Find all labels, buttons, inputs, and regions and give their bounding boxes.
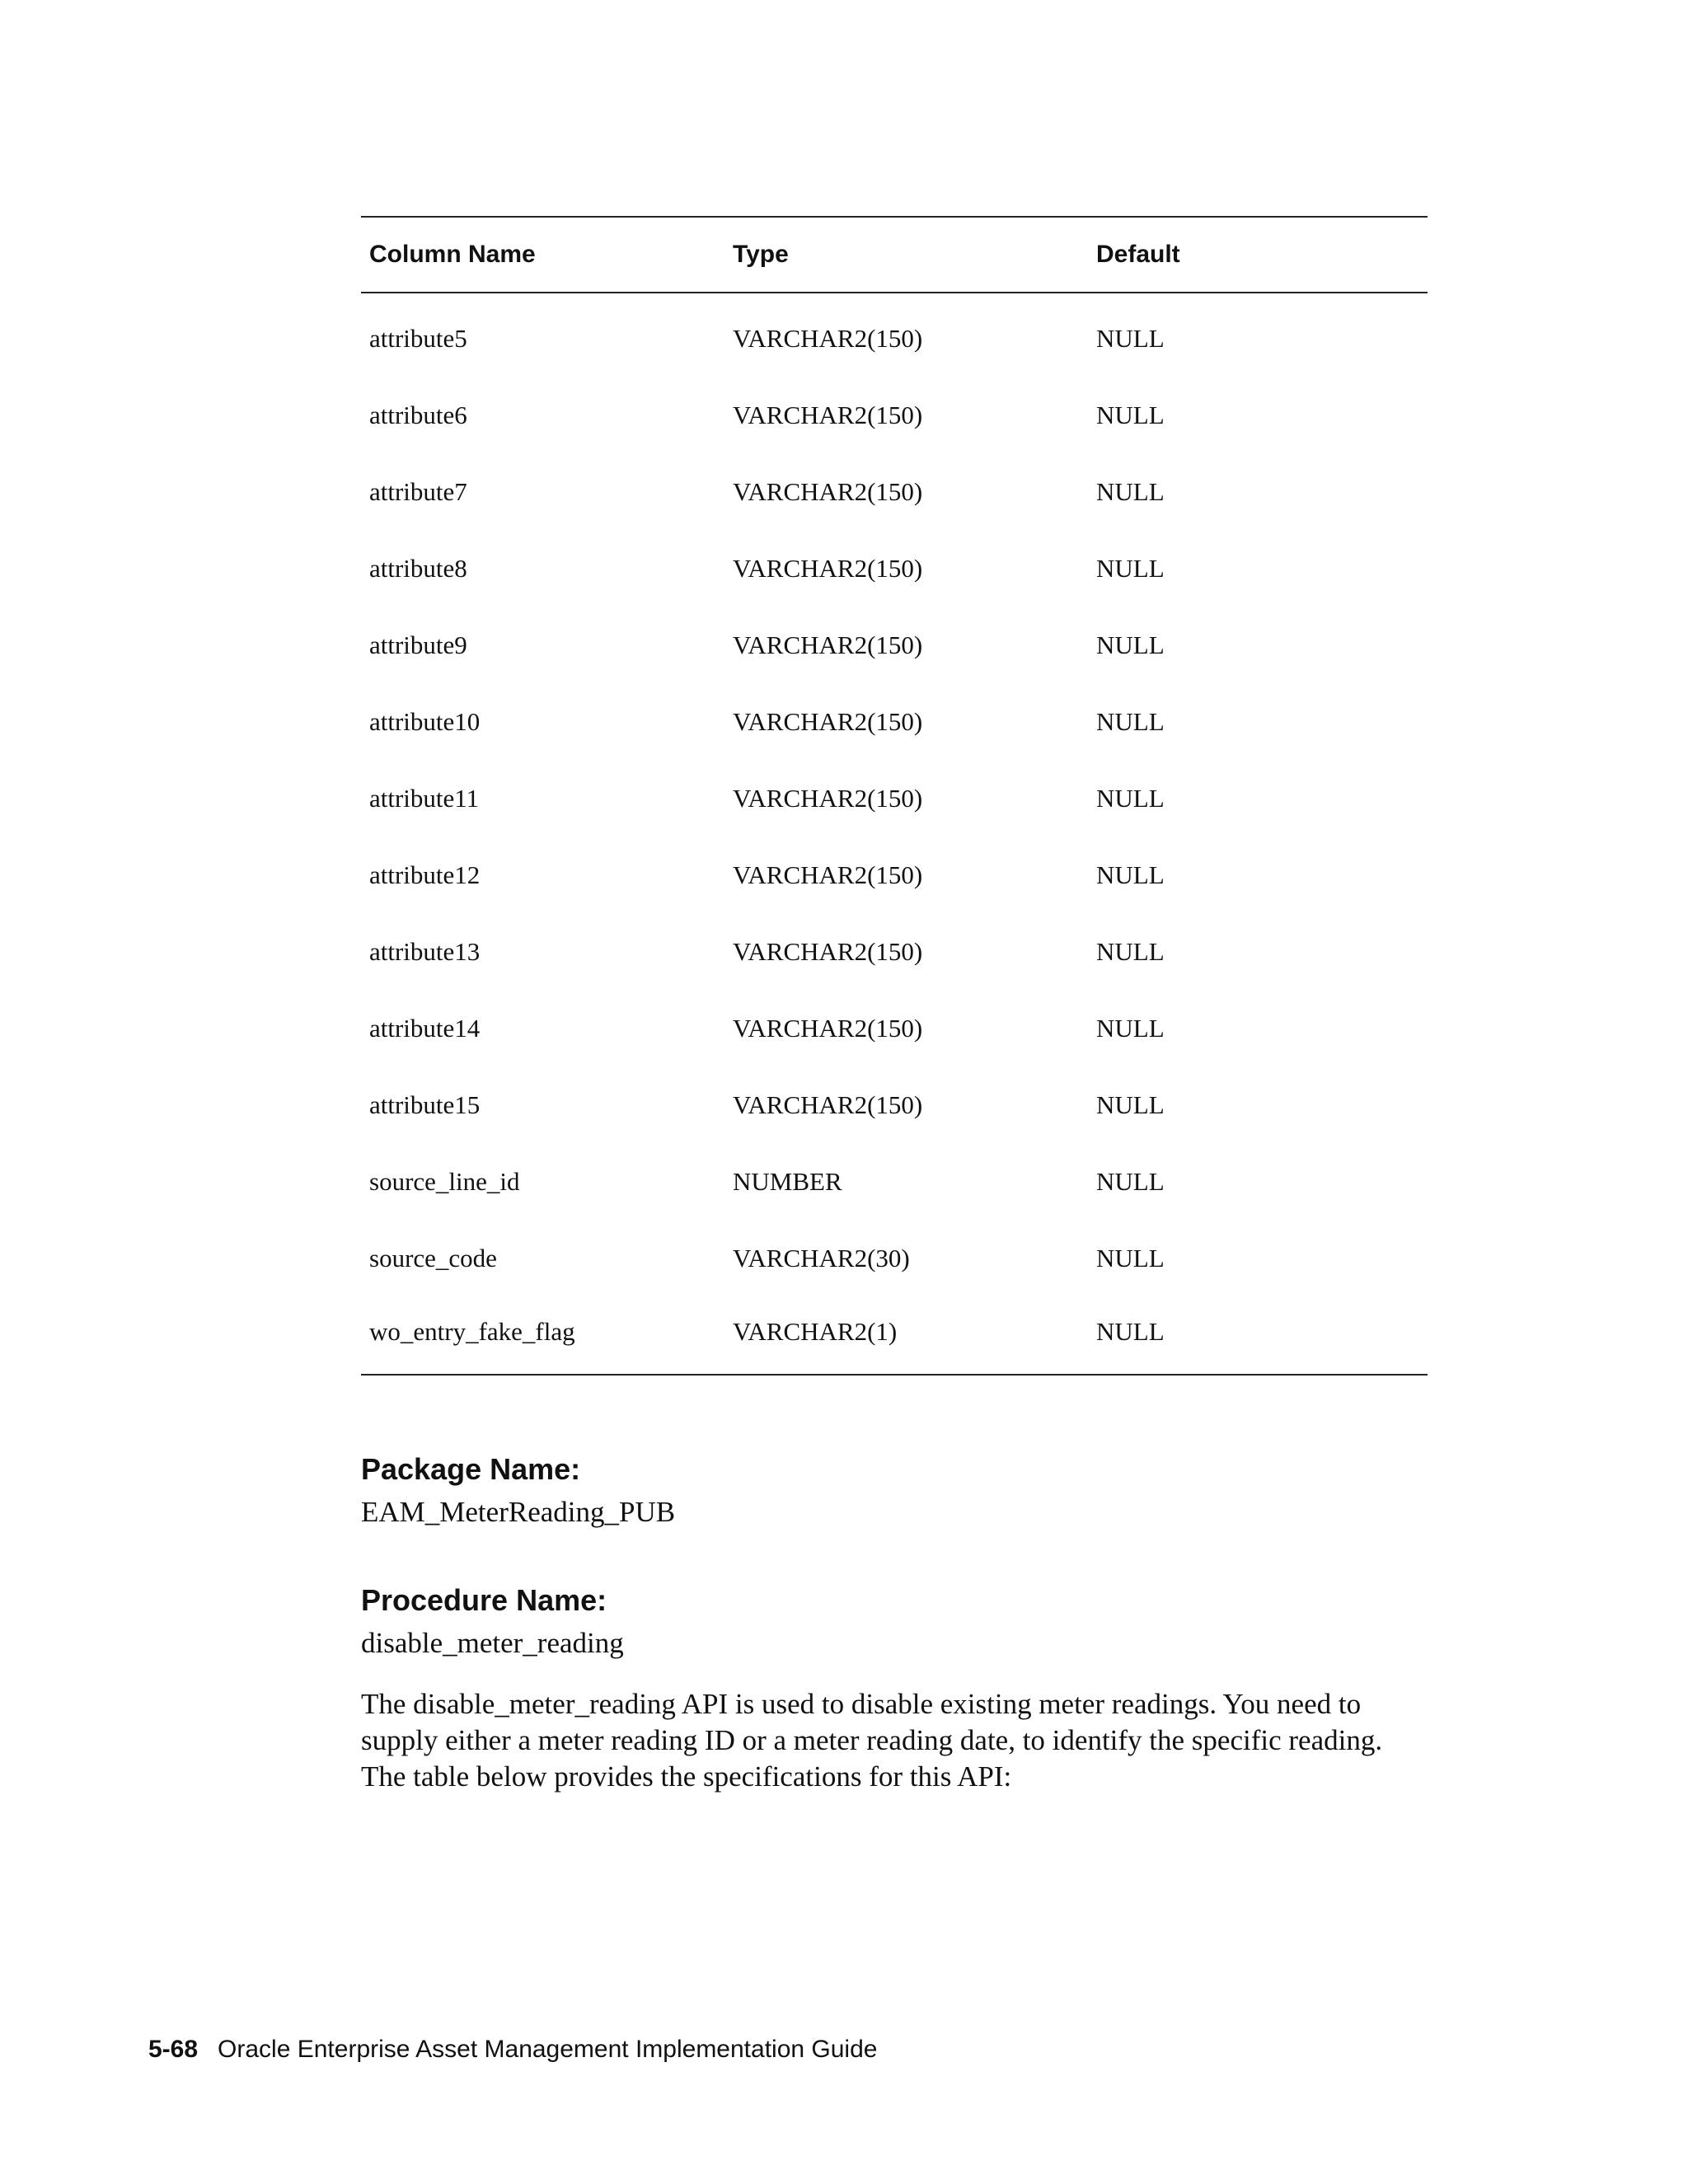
table-row	[361, 1296, 1428, 1375]
table-row	[361, 530, 1428, 607]
cell-type: VARCHAR2(150)	[733, 323, 923, 353]
table-row	[361, 293, 1428, 377]
cell-default: NULL	[1096, 1166, 1165, 1196]
table-row	[361, 760, 1428, 837]
cell-type: VARCHAR2(150)	[733, 476, 923, 506]
cell-column-name: source_line_id	[369, 1166, 520, 1196]
cell-default: NULL	[1096, 860, 1165, 889]
column-spec-table	[361, 216, 1428, 1376]
table-row	[361, 1143, 1428, 1220]
table-header-row	[361, 217, 1428, 293]
cell-column-name: attribute14	[369, 1013, 481, 1043]
cell-type: VARCHAR2(1)	[733, 1317, 898, 1346]
cell-default: NULL	[1096, 323, 1165, 353]
table-row	[361, 683, 1428, 760]
table-row	[361, 990, 1428, 1066]
package-name-heading: Package Name:	[361, 1452, 581, 1486]
book-title: Oracle Enterprise Asset Management Implementation Guide	[218, 2036, 878, 2063]
procedure-name-value: disable_meter_reading	[361, 1627, 624, 1659]
table-row	[361, 377, 1428, 453]
cell-default: NULL	[1096, 936, 1165, 966]
cell-default: NULL	[1096, 1243, 1165, 1272]
cell-column-name: attribute11	[369, 783, 480, 813]
cell-type: VARCHAR2(150)	[733, 936, 923, 966]
page-footer	[148, 2036, 877, 2064]
cell-default: NULL	[1096, 783, 1165, 813]
cell-type: VARCHAR2(150)	[733, 553, 923, 583]
cell-default: NULL	[1096, 1013, 1165, 1043]
header-column-name: Column Name	[361, 217, 724, 293]
cell-default: NULL	[1096, 400, 1165, 429]
table-row	[361, 607, 1428, 683]
cell-column-name: attribute9	[369, 630, 467, 659]
cell-column-name: attribute6	[369, 400, 467, 429]
table-body	[361, 293, 1428, 1375]
page-number: 5-68	[148, 2036, 199, 2063]
cell-column-name: attribute5	[369, 323, 467, 353]
cell-type: NUMBER	[733, 1166, 842, 1196]
header-type: Type	[724, 217, 1088, 293]
cell-column-name: source_code	[369, 1243, 497, 1272]
table-row	[361, 1220, 1428, 1296]
cell-default: NULL	[1096, 1317, 1165, 1346]
table-row	[361, 913, 1428, 990]
table-row	[361, 453, 1428, 530]
cell-column-name: attribute15	[369, 1090, 481, 1119]
cell-column-name: attribute10	[369, 706, 481, 736]
cell-column-name: wo_entry_fake_flag	[369, 1317, 575, 1346]
description-paragraph: The disable_meter_reading API is used to disable existing meter readings. You need to supply either a meter reading ID or a meter reading date, to identify the specific reading. The table below provides the specifications for this API:	[361, 1688, 1383, 1793]
header-default: Default	[1088, 217, 1428, 293]
cell-default: NULL	[1096, 553, 1165, 583]
cell-type: VARCHAR2(150)	[733, 400, 923, 429]
cell-type: VARCHAR2(150)	[733, 630, 923, 659]
cell-type: VARCHAR2(150)	[733, 860, 923, 889]
cell-column-name: attribute12	[369, 860, 481, 889]
cell-type: VARCHAR2(150)	[733, 783, 923, 813]
table-row	[361, 837, 1428, 913]
cell-default: NULL	[1096, 630, 1165, 659]
cell-column-name: attribute7	[369, 476, 467, 506]
table-row	[361, 1066, 1428, 1143]
cell-default: NULL	[1096, 1090, 1165, 1119]
procedure-name-heading: Procedure Name:	[361, 1583, 607, 1617]
cell-column-name: attribute13	[369, 936, 481, 966]
cell-type: VARCHAR2(150)	[733, 706, 923, 736]
cell-column-name: attribute8	[369, 553, 467, 583]
cell-type: VARCHAR2(150)	[733, 1013, 923, 1043]
package-name-value: EAM_MeterReading_PUB	[361, 1496, 676, 1528]
cell-type: VARCHAR2(30)	[733, 1243, 910, 1272]
cell-default: NULL	[1096, 476, 1165, 506]
cell-default: NULL	[1096, 706, 1165, 736]
cell-type: VARCHAR2(150)	[733, 1090, 923, 1119]
